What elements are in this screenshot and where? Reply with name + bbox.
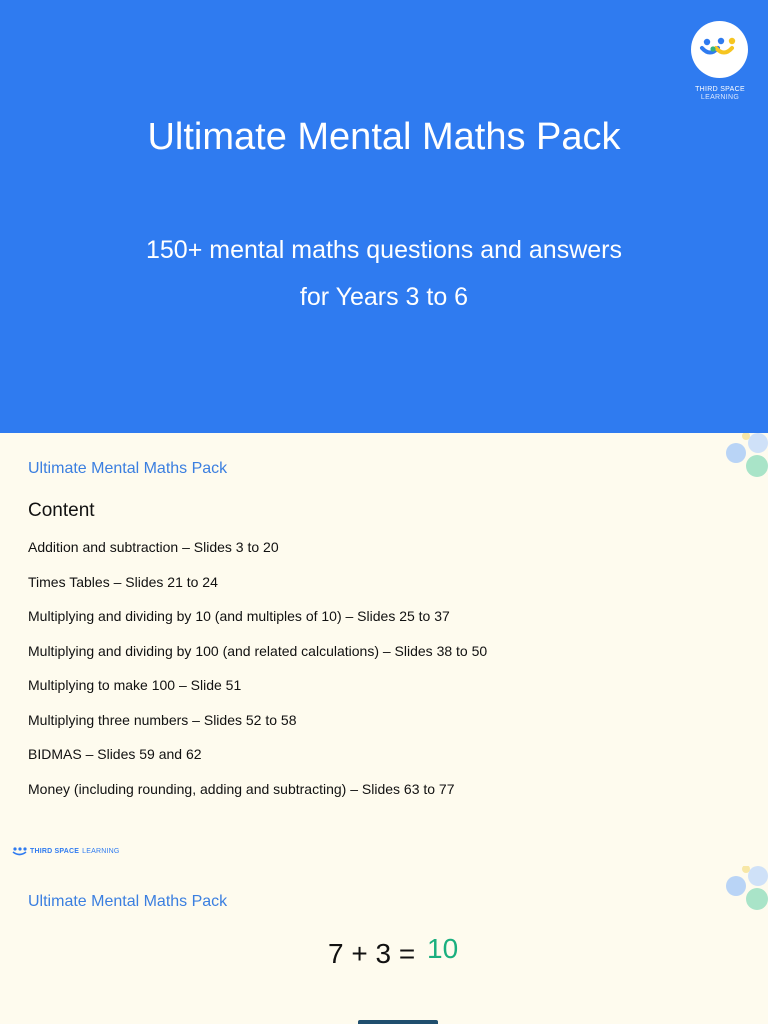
contents-item: Money (including rounding, adding and subtracting) – Slides 63 to 77 bbox=[28, 780, 455, 797]
title-slide bbox=[0, 0, 768, 433]
footer-brand-bold: THIRD SPACE bbox=[30, 848, 80, 855]
corner-decoration-icon bbox=[726, 433, 768, 479]
logo-caption-line2: LEARNING bbox=[700, 94, 740, 101]
contents-item: Times Tables – Slides 21 to 24 bbox=[28, 573, 218, 590]
subtitle-line1: 150+ mental maths questions and answers bbox=[146, 236, 622, 264]
question-equation: 7 + 3 = bbox=[328, 938, 416, 969]
third-space-learning-logo-icon bbox=[691, 21, 748, 78]
contents-item: Multiplying three numbers – Slides 52 to 58 bbox=[28, 711, 297, 728]
footer-logo bbox=[12, 847, 120, 856]
reveal-answer-button[interactable] bbox=[358, 1020, 438, 1024]
contents-list bbox=[28, 539, 487, 815]
answer-value: 10 bbox=[427, 933, 459, 964]
contents-item: Multiplying to make 100 – Slide 51 bbox=[28, 677, 242, 693]
pack-title: Ultimate Mental Maths Pack bbox=[147, 116, 621, 158]
contents-item: Addition and subtraction – Slides 3 to 20 bbox=[28, 539, 279, 555]
subtitle-line2: for Years 3 to 6 bbox=[299, 283, 469, 311]
content-slide bbox=[0, 433, 768, 866]
corner-decoration-icon bbox=[726, 866, 768, 912]
contents-item: Multiplying and dividing by 100 (and related calculations) – Slides 38 to 50 bbox=[28, 642, 488, 659]
contents-item: BIDMAS – Slides 59 and 62 bbox=[28, 746, 202, 762]
deck-title: Ultimate Mental Maths Pack bbox=[28, 893, 228, 910]
question-slide bbox=[0, 866, 768, 1024]
footer-brand-light: LEARNING bbox=[82, 848, 120, 855]
footer-logo-icon bbox=[12, 847, 27, 856]
logo-caption-line1: THIRD SPACE bbox=[695, 86, 745, 93]
deck-title: Ultimate Mental Maths Pack bbox=[28, 460, 228, 477]
contents-heading: Content bbox=[28, 500, 95, 521]
contents-item: Multiplying and dividing by 10 (and multiples of 10) – Slides 25 to 37 bbox=[28, 608, 450, 624]
